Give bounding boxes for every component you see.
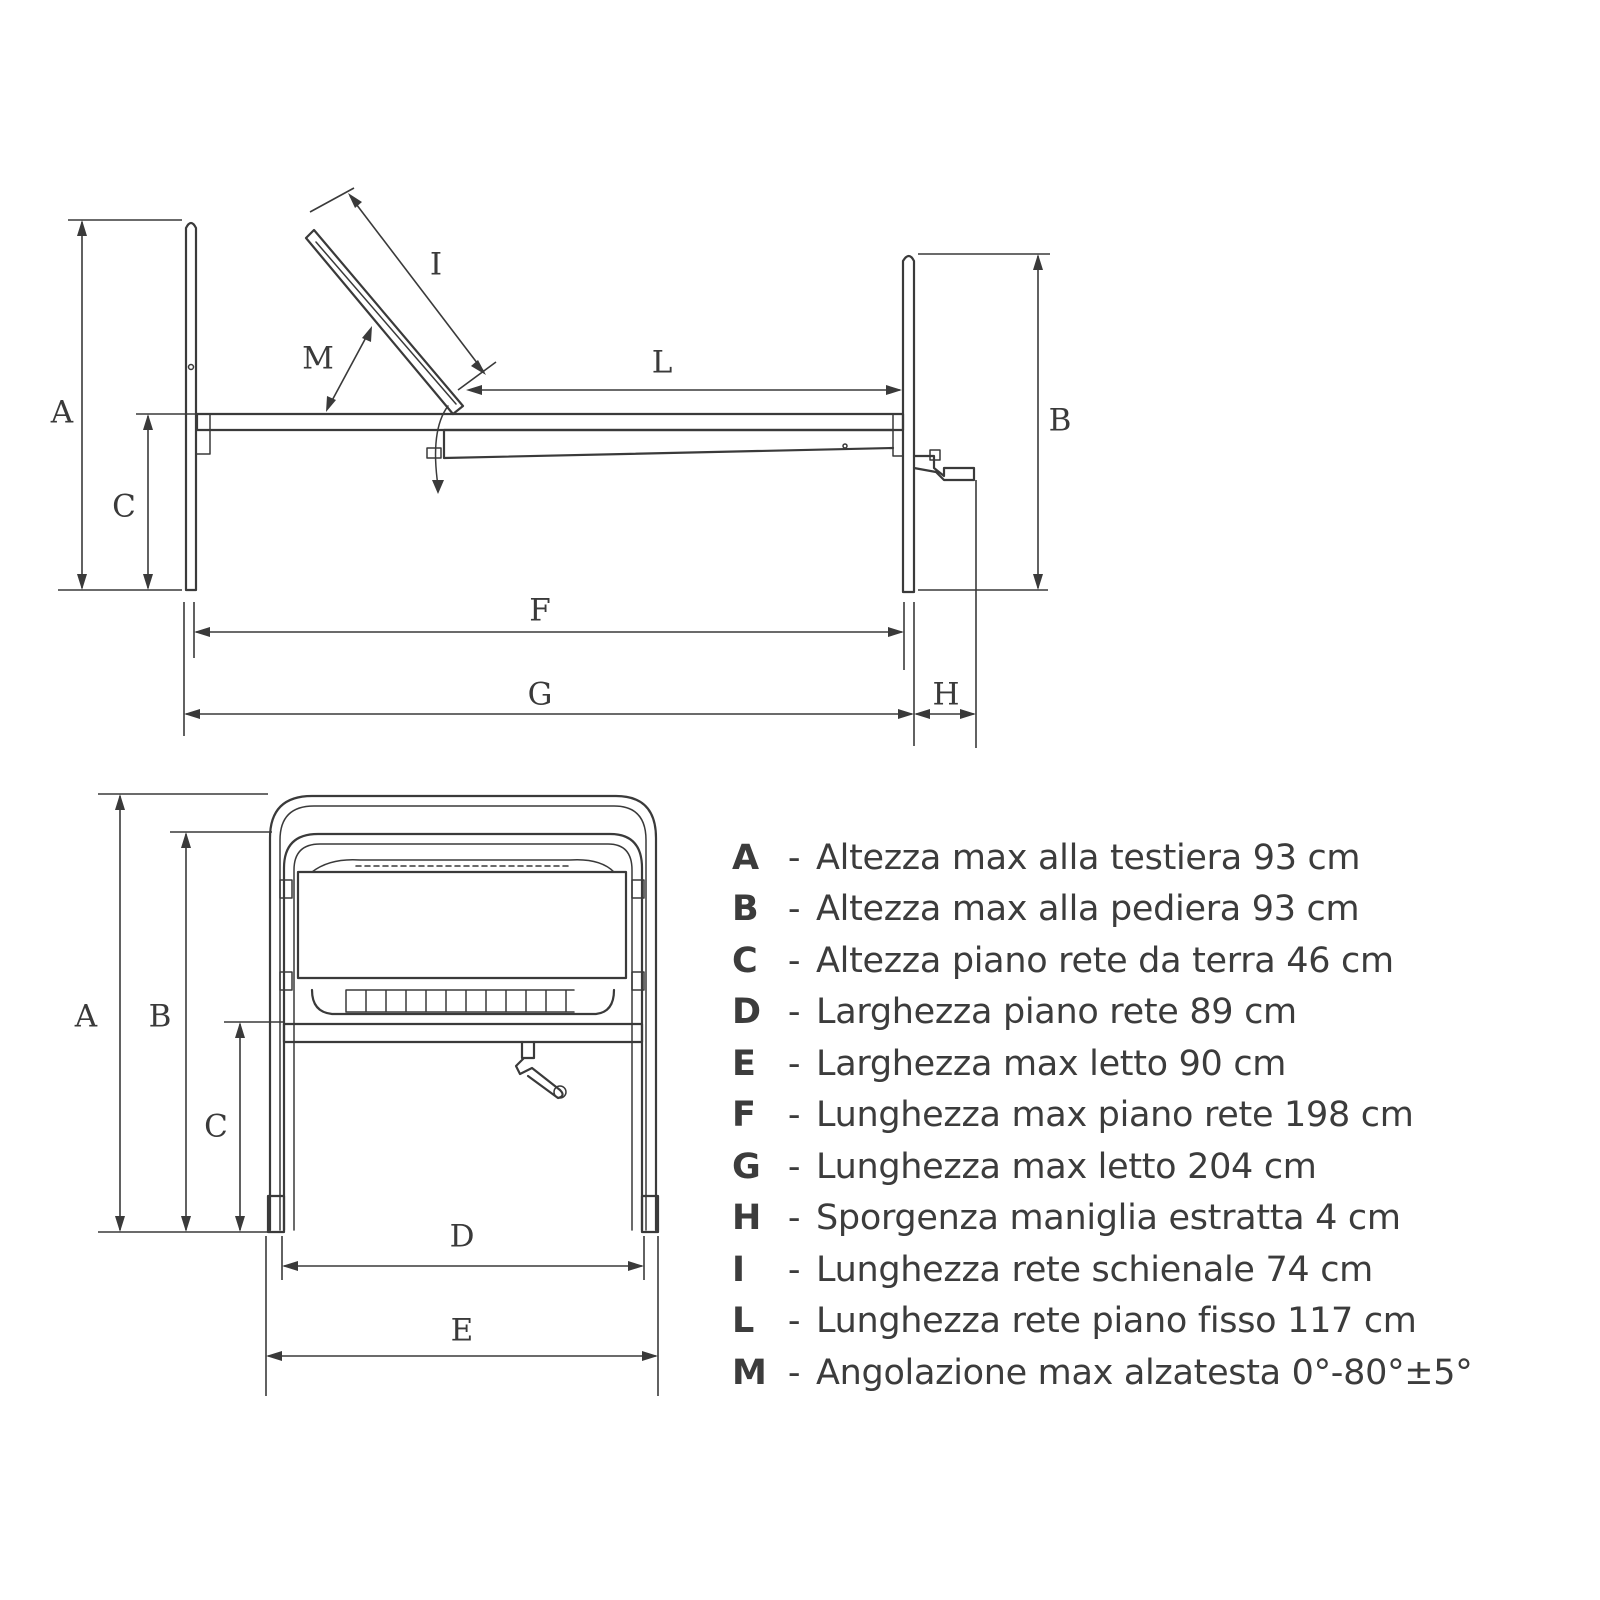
label-c-front: C [204, 1108, 228, 1145]
legend-key: D [732, 992, 761, 1033]
legend-item [732, 1141, 1592, 1193]
pivot-bracket [427, 448, 441, 458]
legend-separator: - [787, 1249, 801, 1290]
legend-key: B [732, 889, 759, 930]
arrow-d-left [282, 1261, 298, 1271]
legend-item [732, 884, 1592, 936]
label-i: I [429, 246, 443, 283]
legend-key: G [732, 1146, 761, 1187]
label-d: D [449, 1218, 475, 1255]
headboard-bolt [189, 365, 194, 370]
pivot-arc [436, 406, 448, 486]
under-frame-rail [444, 430, 893, 458]
label-m: M [302, 340, 334, 377]
legend-item [732, 935, 1592, 987]
label-a-side: A [50, 394, 74, 431]
legend-description: Angolazione max alzatesta 0°-80°±5° [816, 1352, 1473, 1393]
legend-separator: - [787, 1352, 801, 1393]
front-slat-grid [346, 990, 574, 1012]
legend-separator: - [787, 1043, 801, 1084]
front-crank [516, 1042, 563, 1098]
label-f: F [529, 592, 551, 629]
footboard-post [903, 256, 914, 592]
legend-item [732, 1347, 1592, 1399]
crank-handle [914, 456, 974, 480]
legend-separator: - [787, 1301, 801, 1342]
legend-item [732, 832, 1592, 884]
legend-key: C [732, 940, 758, 981]
arrow-f-right [888, 627, 904, 637]
arrow-e-left [266, 1351, 282, 1361]
rail-pin [843, 444, 847, 448]
label-b-front: B [148, 998, 172, 1035]
legend-description: Lunghezza rete schienale 74 cm [816, 1249, 1373, 1290]
arrow-front-a-bottom [115, 1216, 125, 1232]
side-view [50, 188, 1072, 748]
arrow-a-top [77, 220, 87, 236]
arrow-i-top [348, 193, 362, 208]
label-g: G [527, 676, 553, 713]
arrow-front-b-bottom [181, 1216, 191, 1232]
front-slat-frame [312, 990, 614, 1014]
arrow-front-b-top [181, 832, 191, 848]
legend-item [732, 1244, 1592, 1296]
arrow-m-bottom [326, 396, 336, 412]
arrow-front-c-top [235, 1022, 245, 1038]
arrow-g-left [184, 709, 200, 719]
legend-item [732, 1090, 1592, 1142]
legend-description: Larghezza max letto 90 cm [816, 1043, 1287, 1084]
legend-separator: - [787, 940, 801, 981]
legend-description: Larghezza piano rete 89 cm [816, 992, 1297, 1033]
legend-separator: - [787, 837, 801, 878]
front-frame-inner [284, 834, 642, 1230]
arrow-l-right [886, 385, 902, 395]
legend-item [732, 1038, 1592, 1090]
legend-separator: - [787, 889, 801, 930]
legend-description: Sporgenza maniglia estratta 4 cm [816, 1198, 1401, 1239]
front-frame-outer-inner [280, 806, 646, 1230]
arrow-b-top [1033, 254, 1043, 270]
front-left-clip-top [280, 880, 292, 898]
arrow-m-top [362, 326, 372, 342]
legend-description: Altezza piano rete da terra 46 cm [816, 940, 1394, 981]
arrow-c-bottom [143, 574, 153, 590]
legend-separator: - [787, 1146, 801, 1187]
arrow-l-left [466, 385, 482, 395]
front-mattress-panel [298, 872, 626, 978]
label-l: L [651, 344, 673, 381]
legend-key: F [732, 1095, 756, 1136]
arrow-e-right [642, 1351, 658, 1361]
platform-end-block [893, 414, 903, 456]
legend-item [732, 987, 1592, 1039]
legend-key: H [732, 1198, 761, 1239]
ext-line-i-top [310, 188, 354, 212]
arrow-b-bottom [1033, 574, 1043, 590]
dim-line-m [328, 330, 370, 408]
dimension-legend [732, 832, 1592, 1399]
legend-item [732, 1296, 1592, 1348]
front-left-clip-bottom [280, 972, 292, 990]
arrow-i-bottom [471, 360, 486, 375]
label-b-side: B [1048, 402, 1072, 439]
label-c-side: C [112, 488, 136, 525]
label-h: H [932, 676, 960, 713]
legend-key: I [732, 1249, 745, 1290]
arrow-a-bottom [77, 574, 87, 590]
legend-item [732, 1193, 1592, 1245]
arrow-front-c-bottom [235, 1216, 245, 1232]
front-frame-inner-2 [294, 844, 632, 1230]
dim-line-i [350, 196, 484, 372]
legend-description: Lunghezza max piano rete 198 cm [816, 1095, 1414, 1136]
legend-key: L [732, 1301, 755, 1342]
headboard-post [186, 223, 196, 590]
front-cross-bar [284, 1024, 642, 1042]
pivot-arc-arrow [432, 480, 444, 494]
legend-separator: - [787, 992, 801, 1033]
legend-key: E [732, 1043, 756, 1084]
legend-description: Lunghezza max letto 204 cm [816, 1146, 1317, 1187]
arrow-c-top [143, 414, 153, 430]
front-view [74, 794, 658, 1396]
legend-separator: - [787, 1198, 801, 1239]
label-e: E [450, 1312, 474, 1349]
arrow-front-a-top [115, 794, 125, 810]
legend-description: Altezza max alla pediera 93 cm [816, 889, 1360, 930]
arrow-d-right [628, 1261, 644, 1271]
legend-description: Altezza max alla testiera 93 cm [816, 837, 1361, 878]
mattress-platform [197, 414, 903, 430]
label-a-front: A [74, 998, 98, 1035]
legend-separator: - [787, 1095, 801, 1136]
legend-key: A [732, 837, 759, 878]
arrow-h-right [960, 709, 976, 719]
arrow-h-left [914, 709, 930, 719]
legend-key: M [732, 1352, 767, 1393]
arrow-f-left [194, 627, 210, 637]
arrow-g-right [898, 709, 914, 719]
legend-description: Lunghezza rete piano fisso 117 cm [816, 1301, 1417, 1342]
